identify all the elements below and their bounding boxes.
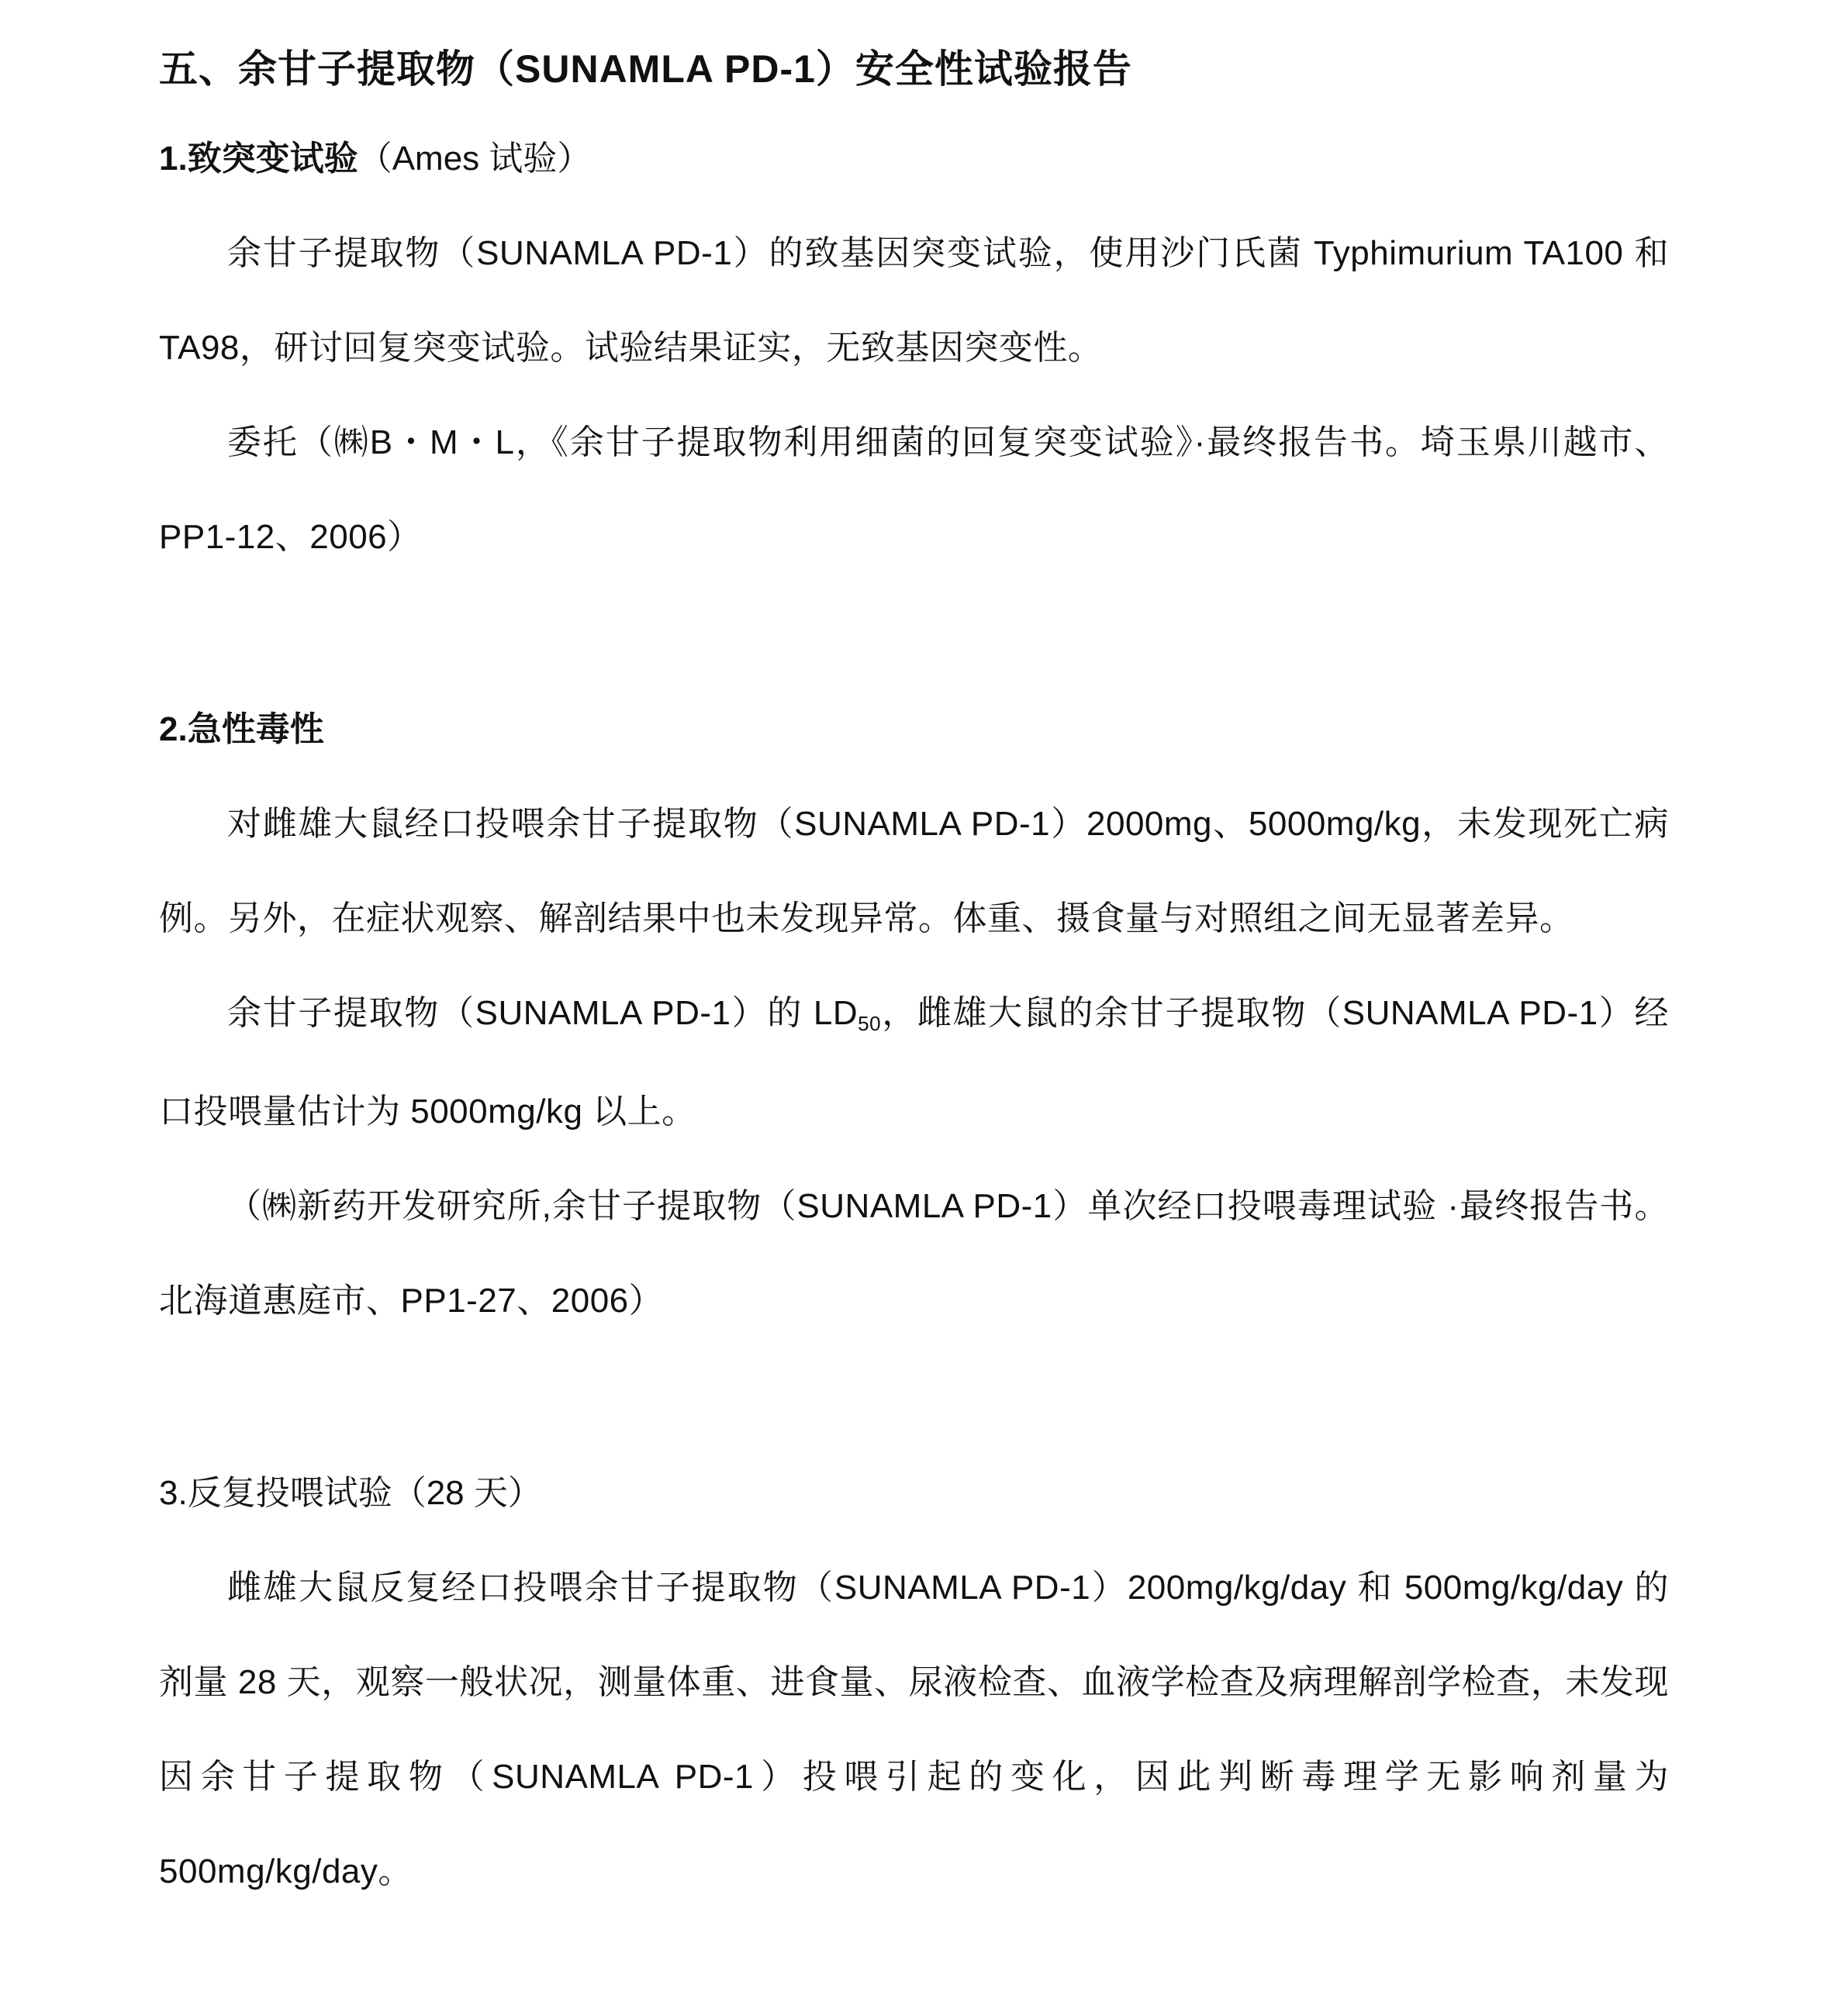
section-heading-repeated-dose [159, 1446, 1669, 1541]
document-title: 五、余甘子提取物（SUNAMLA PD-1）安全性试验报告 [159, 47, 1132, 91]
paragraph-acute-toxicity-reference: （㈱新药开发研究所,余甘子提取物（SUNAMLA PD-1）单次经口投喂毒理试验 ·最终报告书。北海道惠庭市、PP1-27、2006） [159, 1187, 1669, 1320]
ld50-subscript: 50 [858, 1012, 882, 1035]
section-heading-number-label: 2.急性毒性 [159, 710, 324, 748]
section-heading-suffix: （Ames 试验） [358, 140, 592, 178]
section-heading-number-label: 1.致突变试验 [159, 140, 358, 178]
paragraph-ames-test-result: 余甘子提取物（SUNAMLA PD-1）的致基因突变试验，使用沙门氏菌 Typhimurium TA100 和 TA98，研讨回复突变试验。试验结果证实，无致基因突变性。 [159, 234, 1669, 367]
section-heading-mutagenicity [159, 112, 1669, 206]
section-heading-acute-toxicity [159, 682, 1669, 777]
ld50-text-after: ，雌雄大鼠的余甘子提取物（SUNAMLA PD-1）经口投喂量估计为 5000mg/kg 以上。 [159, 994, 1669, 1131]
paragraph-ld50-estimate [159, 966, 1669, 1159]
section-heading-suffix: 3.反复投喂试验（28 天） [159, 1474, 542, 1512]
paragraph-acute-toxicity-result: 对雌雄大鼠经口投喂余甘子提取物（SUNAMLA PD-1）2000mg、5000mg/kg，未发现死亡病例。另外，在症状观察、解剖结果中也未发现异常。体重、摄食量与对照组之间无显著差异。 [159, 805, 1669, 937]
ld50-text-before: 余甘子提取物（SUNAMLA PD-1）的 LD [227, 994, 858, 1032]
paragraph-ames-test-reference: 委托（㈱B・M・L，《余甘子提取物利用细菌的回复突变试验》·最终报告书。埼玉県川越市、PP1-12、2006） [159, 423, 1669, 556]
paragraph-repeated-dose-result: 雌雄大鼠反复经口投喂余甘子提取物（SUNAMLA PD-1）200mg/kg/day 和 500mg/kg/day 的剂量 28 天，观察一般状况，测量体重、进食量、尿液检查、血液学检查及病理解剖学检查，未发现因余甘子提取物（SUNAMLA PD-1）投喂引起的变化，因此判断毒理学无影响剂量为 500mg/kg/day。 [159, 1569, 1669, 1890]
